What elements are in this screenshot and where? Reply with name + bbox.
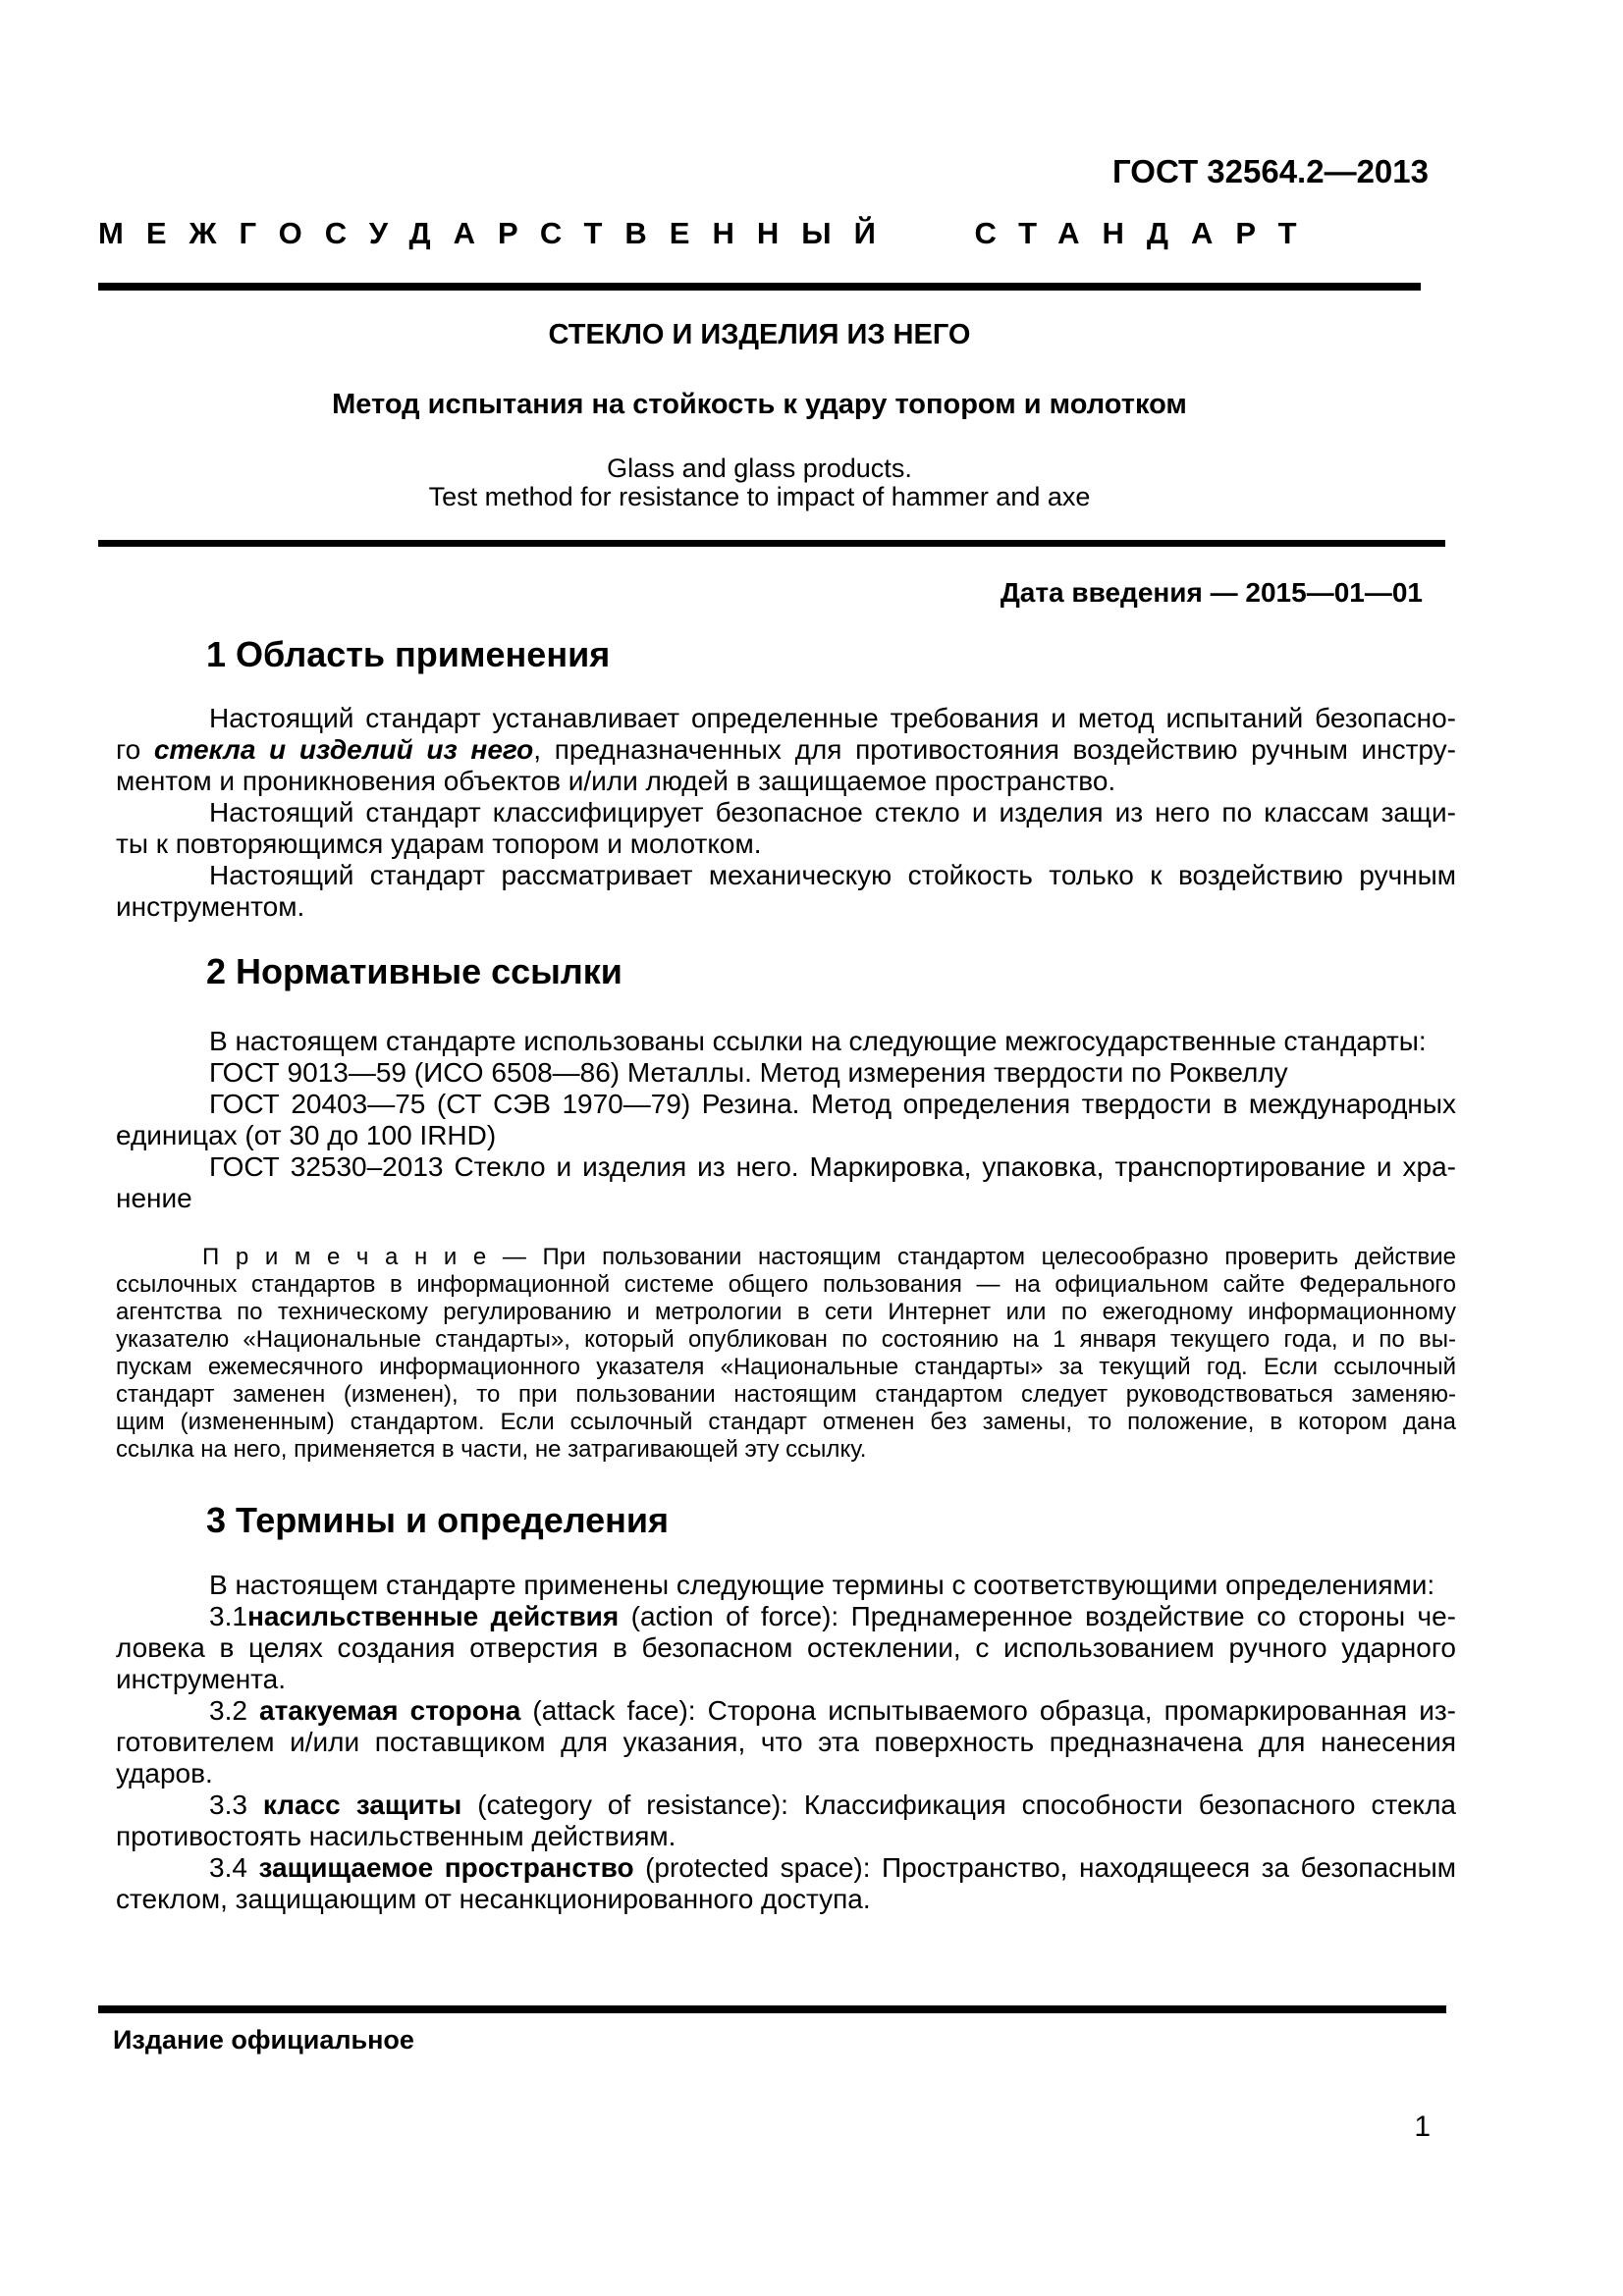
paragraph xyxy=(116,1057,1456,1089)
subtitle-ru: Метод испытания на стойкость к удару топором и молотком xyxy=(332,389,1187,420)
text-line: ментом и проникновения объектов и/или людей в защищаемое пространство. xyxy=(116,766,1116,796)
paragraph xyxy=(116,1789,1456,1852)
text-line: инструмента. xyxy=(116,1664,287,1694)
text-line: Настоящий стандарт классифицирует безопасное стекло и изделия из него по классам защи- xyxy=(209,797,1456,828)
doc-number: ГОСТ 32564.2—2013 xyxy=(1112,153,1429,189)
footer-rule xyxy=(98,2005,1446,2013)
paragraph xyxy=(116,703,1456,797)
text-line: агентства по техническому регулированию и метрологии в сети Интернет или по ежегодному информационному xyxy=(116,1299,1456,1325)
section-1-body xyxy=(116,703,1456,923)
text-line: В настоящем стандарте использованы ссылки на следующие межгосударственные стандарты: xyxy=(209,1026,1427,1056)
text-line: указателю «Национальные стандарты», который опубликован по состоянию на 1 января текущего года, и по вы- xyxy=(116,1326,1456,1353)
paragraph xyxy=(116,1601,1456,1695)
text-line: ссылка на него, применяется в части, не затрагивающей эту ссылку. xyxy=(116,1436,867,1463)
title-rule xyxy=(98,540,1445,547)
section-3-body xyxy=(116,1570,1456,1915)
normative-note xyxy=(116,1244,1456,1464)
paragraph xyxy=(116,1089,1456,1151)
paragraph xyxy=(116,1695,1456,1789)
page-number: 1 xyxy=(1414,2110,1431,2143)
paragraph xyxy=(116,1570,1456,1601)
section-1-heading: 1 Область применения xyxy=(206,634,611,674)
text-line: 3.2 атакуемая сторона (attack face): Сторона испытываемого образца, промаркированная из- xyxy=(209,1695,1456,1726)
text-line: единицах (от 30 до 100 IRHD) xyxy=(116,1120,497,1150)
title-en: Glass and glass products. xyxy=(607,454,912,483)
text-line: В настоящем стандарте применены следующие термины с соответствующими определениями: xyxy=(209,1570,1435,1600)
title-ru: СТЕКЛО И ИЗДЕЛИЯ ИЗ НЕГО xyxy=(548,319,971,350)
section-2-heading: 2 Нормативные ссылки xyxy=(206,951,622,991)
text-line: ссылочных стандартов в информационной системе общего пользования — на официальном сайте Федерального xyxy=(116,1271,1456,1298)
text-line: стандарт заменен (изменен), то при пользовании настоящим стандартом следует руководствоваться заменяю- xyxy=(116,1381,1456,1408)
text-line: 3.4 защищаемое пространство (protected space): Пространство, находящееся за безопасным xyxy=(209,1852,1457,1883)
text-line: ГОСТ 32530–2013 Стекло и изделия из него. Маркировка, упаковка, транспортирование и хра- xyxy=(209,1151,1456,1182)
text-line: пускам ежемесячного информационного указателя «Национальные стандарты» за текущий год. Если ссылочный xyxy=(116,1354,1456,1380)
text-line: ГОСТ 9013—59 (ИСО 6508—86) Металлы. Метод измерения твердости по Роквеллу xyxy=(209,1057,1288,1088)
section-2-body xyxy=(116,1026,1456,1214)
text-line: щим (измененным) стандартом. Если ссылочный стандарт отменен без замены, то положение, в котором дана xyxy=(116,1409,1456,1435)
subtitle-en: Test method for resistance to impact of hammer and axe xyxy=(428,482,1091,511)
text-line: 3.3 класс защиты (category of resistance): Классификация способности безопасного стекла xyxy=(209,1789,1456,1820)
text-line: противостоять насильственным действиям. xyxy=(116,1821,676,1851)
text-line: нение xyxy=(116,1183,192,1213)
text-line: ударов. xyxy=(116,1758,213,1789)
section-3-heading: 3 Термины и определения xyxy=(206,1500,670,1540)
effective-date: Дата введения — 2015—01—01 xyxy=(1000,577,1423,608)
text-line: ты к повторяющимся ударам топором и молотком. xyxy=(116,828,762,859)
text-line: го стекла и изделий из него, предназначенных для противостояния воздействию ручным инстру- xyxy=(116,734,1456,765)
text-line: Настоящий стандарт устанавливает определенные требования и метод испытаний безопасно- xyxy=(209,703,1456,733)
paragraph xyxy=(116,797,1456,860)
paragraph xyxy=(116,1151,1456,1214)
text-line: 3.1насильственные действия (action of force): Преднамеренное воздействие со стороны че- xyxy=(209,1601,1456,1631)
text-line: Настоящий стандарт рассматривает механическую стойкость только к воздействию ручным xyxy=(209,860,1456,890)
paragraph xyxy=(116,1026,1456,1057)
text-line: инструментом. xyxy=(116,891,305,922)
paragraph xyxy=(116,1852,1456,1915)
paragraph xyxy=(116,1244,1456,1464)
header-rule xyxy=(98,283,1421,291)
paragraph xyxy=(116,860,1456,923)
standard-type-banner: МЕЖГОСУДАРСТВЕННЫЙ СТАНДАРТ xyxy=(98,216,1320,250)
official-edition-label: Издание официальное xyxy=(113,2025,414,2055)
text-line: ГОСТ 20403—75 (СТ СЭВ 1970—79) Резина. Метод определения твердости в международных xyxy=(209,1089,1456,1119)
text-line: ловека в целях создания отверстия в безопасном остеклении, с использованием ручного ударного xyxy=(116,1632,1456,1663)
text-line: готовителем и/или поставщиком для указания, что эта поверхность предназначена для нанесения xyxy=(116,1727,1456,1757)
text-line: стеклом, защищающим от несанкционированного доступа. xyxy=(116,1884,871,1914)
text-line: П р и м е ч а н и е — При пользовании настоящим стандартом целесообразно проверить действие xyxy=(202,1244,1456,1270)
